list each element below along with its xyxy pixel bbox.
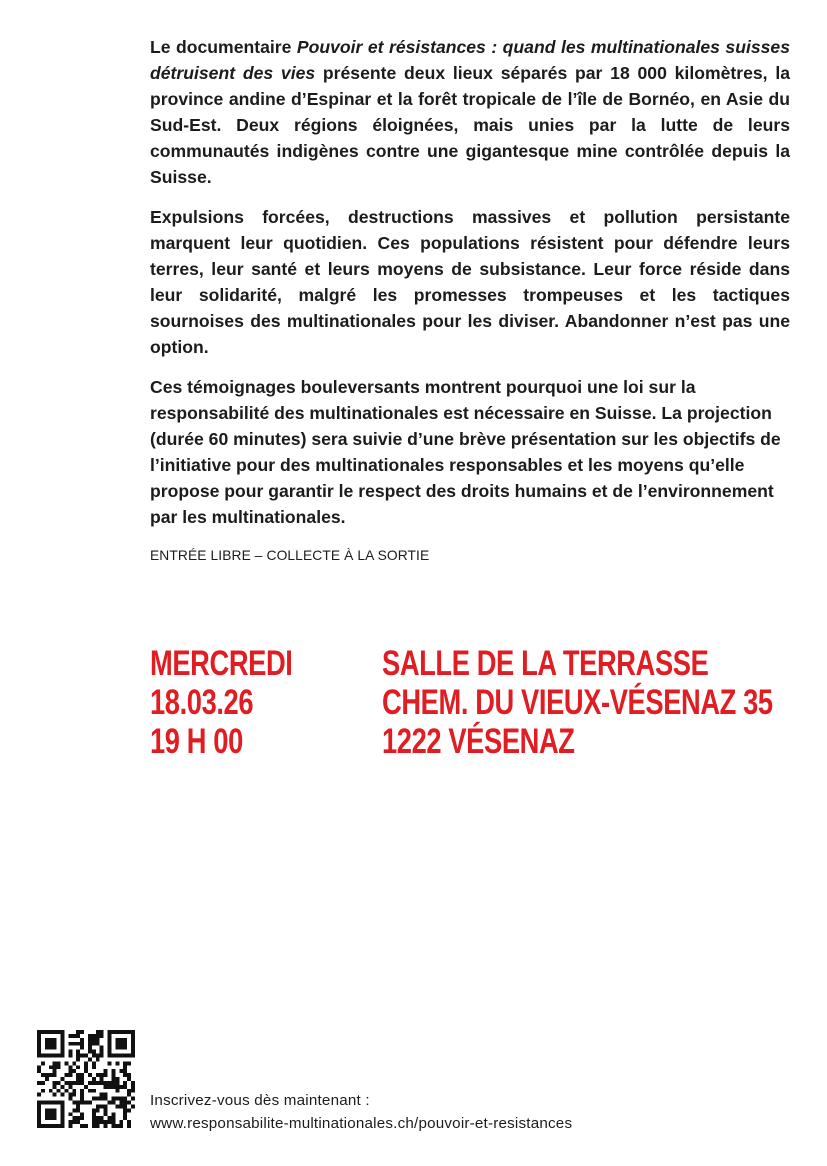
signup-url[interactable]: www.responsabilite-multinationales.ch/pouvoir-et-resistances — [150, 1115, 573, 1132]
description-paragraph-2: Expulsions forcées, destructions massives et pollution persistante marquent leur quotidien. Ces populations résistent pour défendre leurs terres, leur santé et leurs moyens de subsistance. Leur force réside dans leur solidarité, malgré les promesses trompeuses et les tactiques sournoises des multinationales pour les diviser. Abandonner n’est pas une option. — [150, 207, 790, 357]
event-venue: SALLE DE LA TERRASSE — [382, 644, 709, 683]
description — [150, 34, 790, 544]
event-street: CHEM. DU VIEUX-VÉSENAZ 35 — [382, 683, 773, 722]
entry-note: ENTRÉE LIBRE – COLLECTE À LA SORTIE — [150, 548, 430, 563]
qr-code-icon[interactable] — [37, 1030, 135, 1128]
event-time: 19 H 00 — [150, 722, 243, 761]
event-day: MERCREDI — [150, 644, 293, 683]
event-location — [382, 644, 773, 761]
signup-block — [150, 1089, 572, 1135]
event-date: 18.03.26 — [150, 683, 254, 722]
event-datetime — [150, 644, 292, 761]
signup-label: Inscrivez-vous dès maintenant : — [150, 1092, 370, 1109]
intro-text: Le documentaire — [150, 37, 297, 57]
film-title: Pouvoir et résistances : quand les multinationales suisses détruisent des vies — [150, 37, 790, 83]
description-paragraph-1 — [150, 34, 790, 190]
description-paragraph-3: Ces témoignages bouleversants montrent pourquoi une loi sur la responsabilité des multinationales est nécessaire en Suisse. La projection (durée 60 minutes) sera suivie d’une brève présentation sur les objectifs de l’initiative pour des multinationales responsables et les moyens qu’elle propose pour garantir le respect des droits humains et de l’environnement par les multinationales. — [150, 377, 781, 527]
intro-rest: présente deux lieux séparés par 18 000 kilomètres, la province andine d’Espinar et la forêt tropicale de l’île de Bornéo, en Asie du Sud-Est. Deux régions éloignées, mais unies par la lutte de leurs communautés indigènes contre une gigantesque mine contrôlée depuis la Suisse. — [150, 63, 790, 187]
event-city: 1222 VÉSENAZ — [382, 722, 575, 761]
